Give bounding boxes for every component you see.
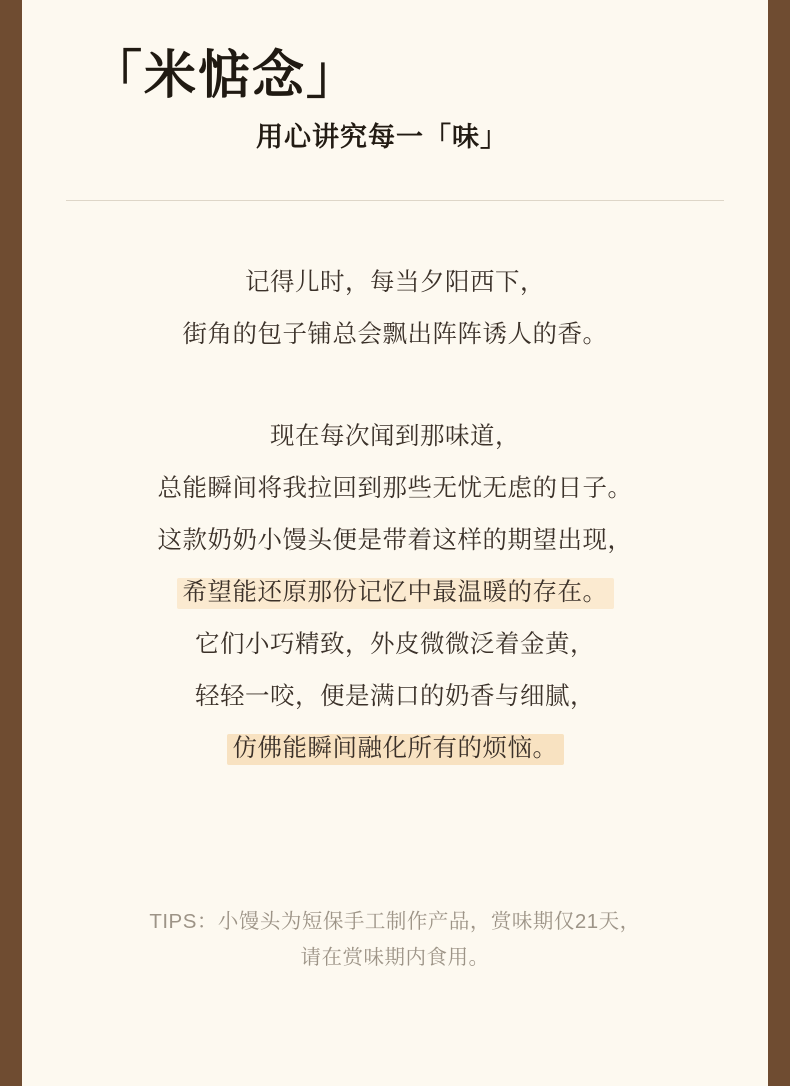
header (22, 0, 768, 154)
text-line: 记得儿时，每当夕阳西下， (245, 269, 545, 296)
text-line: 轻轻一咬，便是满口的奶香与细腻， (195, 683, 595, 710)
highlighted-line (22, 567, 768, 619)
paragraph-two (22, 411, 768, 775)
tips-line: TIPS：小馒头为短保手工制作产品，赏味期仅21天， (149, 910, 641, 933)
header-divider (66, 200, 724, 201)
highlight-text: 仿佛能瞬间融化所有的烦恼。 (227, 734, 564, 765)
text-line: 街角的包子铺总会飘出阵阵诱人的香。 (182, 321, 608, 348)
tips-line: 请在赏味期内食用。 (300, 946, 490, 969)
text-line: 现在每次闻到那味道， (270, 423, 520, 450)
highlight-text: 希望能还原那份记忆中最温暖的存在。 (177, 578, 614, 609)
text-line: 它们小巧精致，外皮微微泛着金黄， (195, 631, 595, 658)
body-copy (22, 257, 768, 775)
text-line: 这款奶奶小馒头便是带着这样的期望出现， (157, 527, 633, 554)
text-line: 总能瞬间将我拉回到那些无忧无虑的日子。 (157, 475, 633, 502)
tips-note (22, 904, 768, 976)
page-title: 「米惦念」 (90, 47, 361, 105)
page-subtitle: 用心讲究每一「味」 (256, 122, 508, 152)
highlighted-line (22, 723, 768, 775)
content-card (22, 0, 768, 1086)
paragraph-one (22, 257, 768, 361)
